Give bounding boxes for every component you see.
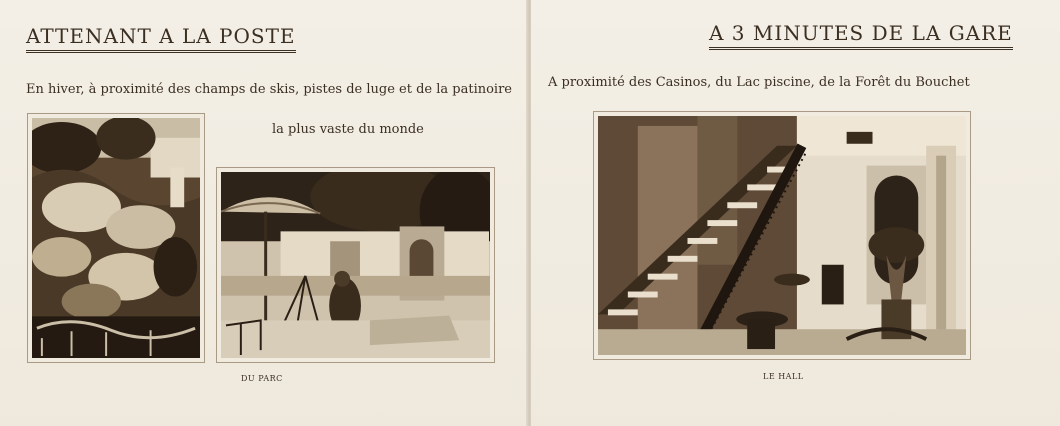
left-page-text-line2: la plus vaste du monde bbox=[272, 122, 424, 137]
left-page bbox=[0, 0, 528, 426]
left-page-caption: DU PARC bbox=[241, 374, 283, 383]
garden-photo-frame bbox=[27, 113, 205, 363]
hotel-hall-staircase-photo bbox=[598, 116, 966, 355]
left-page-text-line1: En hiver, à proximité des champs de skis, pistes de luge et de la patinoire bbox=[26, 82, 513, 97]
garden-rockery-photo bbox=[32, 118, 200, 358]
hall-photo-frame bbox=[593, 111, 971, 360]
left-page-heading: ATTENANT A LA POSTE bbox=[26, 24, 296, 53]
right-page-caption: LE HALL bbox=[763, 372, 804, 381]
right-page-heading: A 3 MINUTES DE LA GARE bbox=[709, 21, 1013, 50]
park-photo-frame bbox=[216, 167, 495, 363]
right-page bbox=[531, 0, 1060, 426]
park-terrace-umbrella-photo bbox=[221, 172, 490, 358]
right-page-text-line1: A proximité des Casinos, du Lac piscine, de la Forêt du Bouchet bbox=[548, 75, 970, 90]
